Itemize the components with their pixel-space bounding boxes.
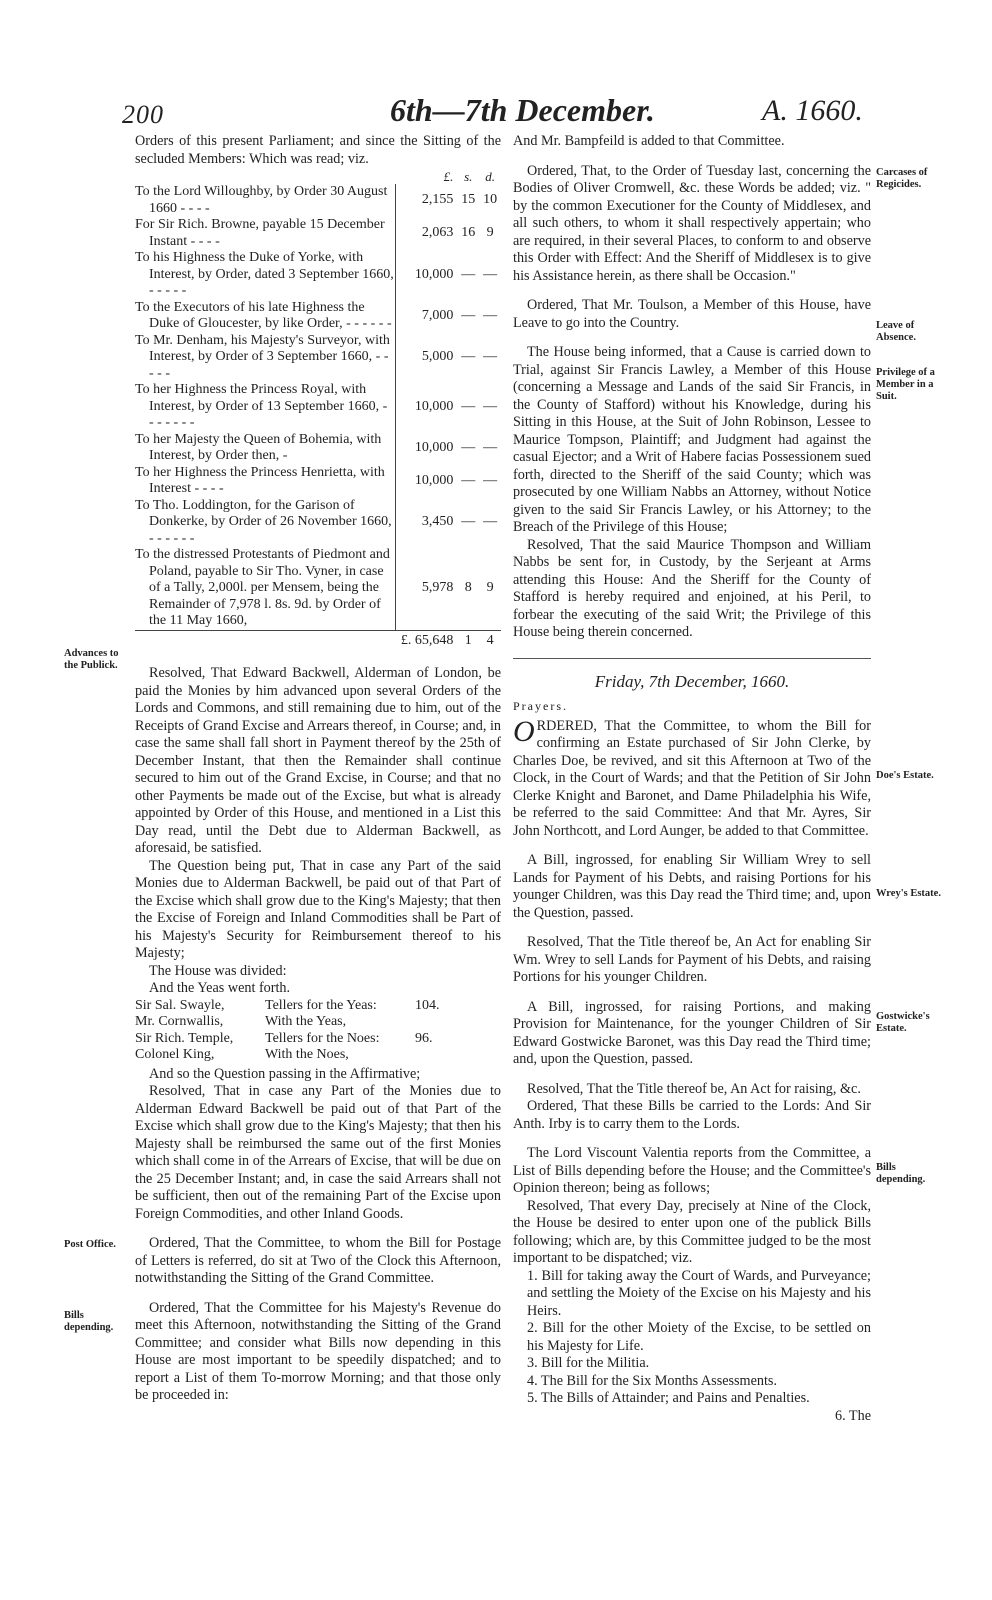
date-heading: Friday, 7th December, 1660.	[594, 671, 790, 691]
payment-row: To the Executors of his late Highness the Duke of Gloucester, by like Order, - - - - - - 7,000 — —	[135, 299, 498, 331]
margin-note-bills-depending: Bills depending.	[64, 1310, 114, 1333]
bill-wrey: A Bill, ingrossed, for enabling Sir William Wrey to sell Lands for Payment of his Debts, and raising Portions for his younger Children, was this Day read the Third time; and, upon the Question, passed.	[513, 852, 871, 921]
margin-note-privilege: Privilege of a Member in a Suit.	[876, 367, 935, 402]
margin-note-leave: Leave of Absence.	[876, 320, 916, 343]
resolution-custody: Resolved, That the said Maurice Thompson and William Nabbs be sent for, in Custody, by the Serjeant at Arms attending this House: And the Sheriff for the County of Stafford is hereby required and enjoined, at his Peril, to forbear the executing of the said Writ; the Privilege of this House being therein concerned.	[513, 536, 871, 640]
list-item: 4. The Bill for the Six Months Assessments.	[527, 1372, 777, 1389]
list-item: 5. The Bills of Attainder; and Pains and Penalties.	[527, 1390, 810, 1406]
yeas-forth: And the Yeas went forth.	[149, 980, 291, 996]
right-column	[513, 133, 871, 1425]
list-item: 1. Bill for taking away the Court of Wards, and Purveyance; and settling the Moiety of the Excise on his Majesty and his Heirs.	[527, 1267, 871, 1319]
order-doe-estate: ORDERED, That the Committee, to whom the Bill for confirming an Estate purchased of Sir John Clerke, by Charles Doe, be revived, and sit this Afternoon at Two of the Clock, in the Court of Wards; and that the Petition of Sir John Clerke Knight and Baronet, and Dame Philadelphia his Wife, be referred to the said Committee: And that Mr. Ayres, Sir John Northcott, and Lord Aunger, be added to that Committee.	[513, 714, 871, 839]
payment-row: To Tho. Loddington, for the Garison of Donkerke, by Order of 26 November 1660, - - - - - - 3,450 — —	[135, 497, 498, 546]
margin-note-post-office: Post Office.	[64, 1239, 116, 1250]
teller-row: Mr. Cornwallis, With the Yeas,	[135, 1014, 347, 1029]
bill-gostwicke: A Bill, ingrossed, for raising Portions, and making Provision for Maintenance, for the younger Children of Sir Edward Gostwicke Baronet, was this Day read the Third time; and, upon the Question, passed.	[513, 998, 871, 1067]
margin-note-bills-depending-right: Bills depending.	[876, 1162, 926, 1185]
page-title: 6th—7th December.	[390, 92, 655, 128]
payment-row: To her Highness the Princess Royal, with Interest, by Order of 13 September 1660, - - - - - - - 10,000 — —	[135, 382, 498, 430]
question-put: The Question being put, That in case any Part of the said Monies due to Alderman Backwell, be paid out of that Part of the Excise which shall grow due to the King's Majesty; that then the Excise of Foreign and Inland Commodities shall be Part of his Majesty's Security for Reimbursement thereof to his Majesty;	[135, 857, 501, 961]
order-postage: Ordered, That the Committee, to whom the Bill for Postage of Letters is referred, do sit at Two of the Clock this Afternoon, notwithstanding the Sitting of the Grand Committee.	[135, 1235, 501, 1286]
page-header	[0, 92, 992, 132]
payment-row: To his Highness the Duke of Yorke, with Interest, by Order, dated 3 September 1660, - - - - - 10,000 — —	[135, 250, 498, 298]
margin-note-carcases: Carcases of Regicides.	[876, 167, 928, 190]
payment-row: For Sir Rich. Browne, payable 15 December Instant - - - - 2,063 16 9	[135, 217, 494, 249]
privilege-lawley: The House being informed, that a Cause is carried down to Trial, against Sir Francis Lawley, a Member of this House (concerning a Message and Lands of the said Sir Francis, in the County of Stafford) without his Knowledge, during his Sitting in this House, at the Suit of John Robinson, Lessee to Maurice Tompson, Plaintiff; and Judgment had against the casual Ejector; and a Writ of Habere facias Possessionem sued forth, directed to the Sheriff of the said County; which was prosecuted by one William Nabbs an Attorney, without Notice given to the said Sir Francis Lawley, or his Attorney; to the Breach of the Privilege of this House;	[513, 344, 871, 535]
payments-total-row	[135, 630, 501, 649]
teller-row: Colonel King, With the Noes,	[135, 1047, 349, 1062]
house-divided: The House was divided:	[149, 962, 287, 979]
teller-row: Sir Sal. Swayle, Tellers for the Yeas: 104.	[135, 997, 440, 1013]
payments-table	[135, 170, 501, 649]
header-pence: d.	[485, 169, 495, 184]
tellers-table	[135, 998, 475, 1064]
total-shillings: 1	[457, 630, 479, 649]
payment-row: To the distressed Protestants of Piedmont and Poland, payable to Sir Tho. Vyner, in case of a Tally, 2,000l. per Mensem, being the Remainder of 7,978 l. 8s. 9d. by Order of the 11 May 1660, 5,978 8 9	[135, 547, 494, 628]
margin-note-wreys-estate: Wrey's Estate.	[876, 888, 941, 899]
valentia-report: The Lord Viscount Valentia reports from the Committee, a List of Bills depending before the House; and the Committee's Opinion thereon; being as follows;	[513, 1145, 871, 1196]
section-divider	[513, 658, 871, 659]
order-revenue: Ordered, That the Committee for his Majesty's Revenue do meet this Afternoon, notwithstanding the Sitting of the Grand Committee; and consider what Bills now depending in this House are most important to be speedily dispatched; and to report a List of them To-morrow Morning; and that those only be proceeded in:	[135, 1299, 501, 1403]
header-shillings: s.	[464, 169, 473, 184]
title-wrey: Resolved, That the Title thereof be, An Act for enabling Sir Wm. Wrey to sell Lands for Payment of his Debts, and raising Portions for his younger Children.	[513, 934, 871, 985]
title-gostwicke: Resolved, That the Title thereof be, An Act for raising, &c.	[527, 1080, 861, 1097]
drop-cap: O	[513, 714, 535, 748]
resolution-nine-clock: Resolved, That every Day, precisely at Nine of the Clock, the House be desired to enter upon one of the publick Bills following; which are, by this Committee judged to be the most important to be dispatched; viz.	[513, 1197, 871, 1266]
list-item: 2. Bill for the other Moiety of the Excise, to be settled on his Majesty for Life.	[527, 1320, 871, 1354]
payment-row: To her Highness the Princess Henrietta, with Interest - - - - 10,000 — —	[135, 464, 498, 496]
teller-row: Sir Rich. Temple, Tellers for the Noes: 96.	[135, 1030, 433, 1046]
intro-text: Orders of this present Parliament; and since the Sitting of the secluded Members: Which was read; viz.	[135, 133, 501, 167]
list-item: 3. Bill for the Militia.	[527, 1355, 650, 1371]
payment-row: To her Majesty the Queen of Bohemia, with Interest, by Order then, - 10,000 — —	[135, 431, 498, 463]
total-pounds: £. 65,648	[395, 630, 457, 649]
payment-row: To Mr. Denham, his Majesty's Surveyor, with Interest, by Order of 3 September 1660, - - - - - 5,000 — —	[135, 332, 498, 381]
prayers-label: Prayers.	[513, 699, 568, 713]
resolution-backwell: Resolved, That Edward Backwell, Alderman of London, be paid the Monies by him advanced upon several Orders of the Lords and Commons, and still remaining due to him, out of the Receipts of Grand Excise and Arrears thereof, in Course; and, in case the same shall fall short in Payment thereof by the 25th of December Instant, that then the Remainder shall continue secured to him out of the Grand Excise, in Course; and that no other Payments be made out of the Excise, but what is already appointed by Order of this House, and mentioned in a List this Day read, until the Debt due to Alderman Backwell, as aforesaid, be satisfied.	[135, 665, 501, 856]
payment-row: To the Lord Willoughby, by Order 30 August 1660 - - - - 2,155 15 10	[135, 184, 498, 216]
order-lords: Ordered, That these Bills be carried to the Lords: And Sir Anth. Irby is to carry them to the Lords.	[513, 1098, 871, 1132]
page-number: 200	[122, 100, 164, 129]
resolution-reimbursement: Resolved, That in case any Part of the Monies due to Alderman Edward Backwell be paid out of that Part of the Excise which shall grow due to the King's Majesty; that then his Majesty shall be reimbursed the same out of the first Monies which shall come in of the Arrears of Excise, that will be due on the 25 December Instant; and, in case the said Arrears shall not be sufficient, then out of the remaining Part of the Excise upon Foreign Commodities, and other Inland Goods.	[135, 1083, 501, 1222]
margin-note-advances: Advances to the Publick.	[64, 648, 119, 671]
payments-header-row	[135, 170, 501, 184]
page-year: A. 1660.	[762, 94, 863, 127]
order-regicides: Ordered, That, to the Order of Tuesday last, concerning the Bodies of Oliver Cromwell, &c. these Words be added; viz. " by the common Executioner for the County of Middlesex, and all such others, to whom it shall respectively appertain; who are required, in their several Places, to conform to and observe this Order with Effect: And the Sheriff of Middlesex is to give his Assistance herein, as there shall be Occasion."	[513, 162, 871, 284]
total-pence: 4	[479, 630, 501, 649]
margin-note-does-estate: Doe's Estate.	[876, 770, 934, 781]
margin-note-gostwicke: Gostwicke's Estate.	[876, 1011, 930, 1034]
header-pounds: £.	[443, 169, 454, 184]
catchword: 6. The	[835, 1407, 871, 1424]
order-toulson: Ordered, That Mr. Toulson, a Member of this House, have Leave to go into the Country.	[513, 297, 871, 331]
affirmative: And so the Question passing in the Affirmative;	[149, 1065, 421, 1082]
left-column	[135, 133, 501, 1405]
bampfeild-added: And Mr. Bampfeild is added to that Committee.	[513, 133, 785, 149]
